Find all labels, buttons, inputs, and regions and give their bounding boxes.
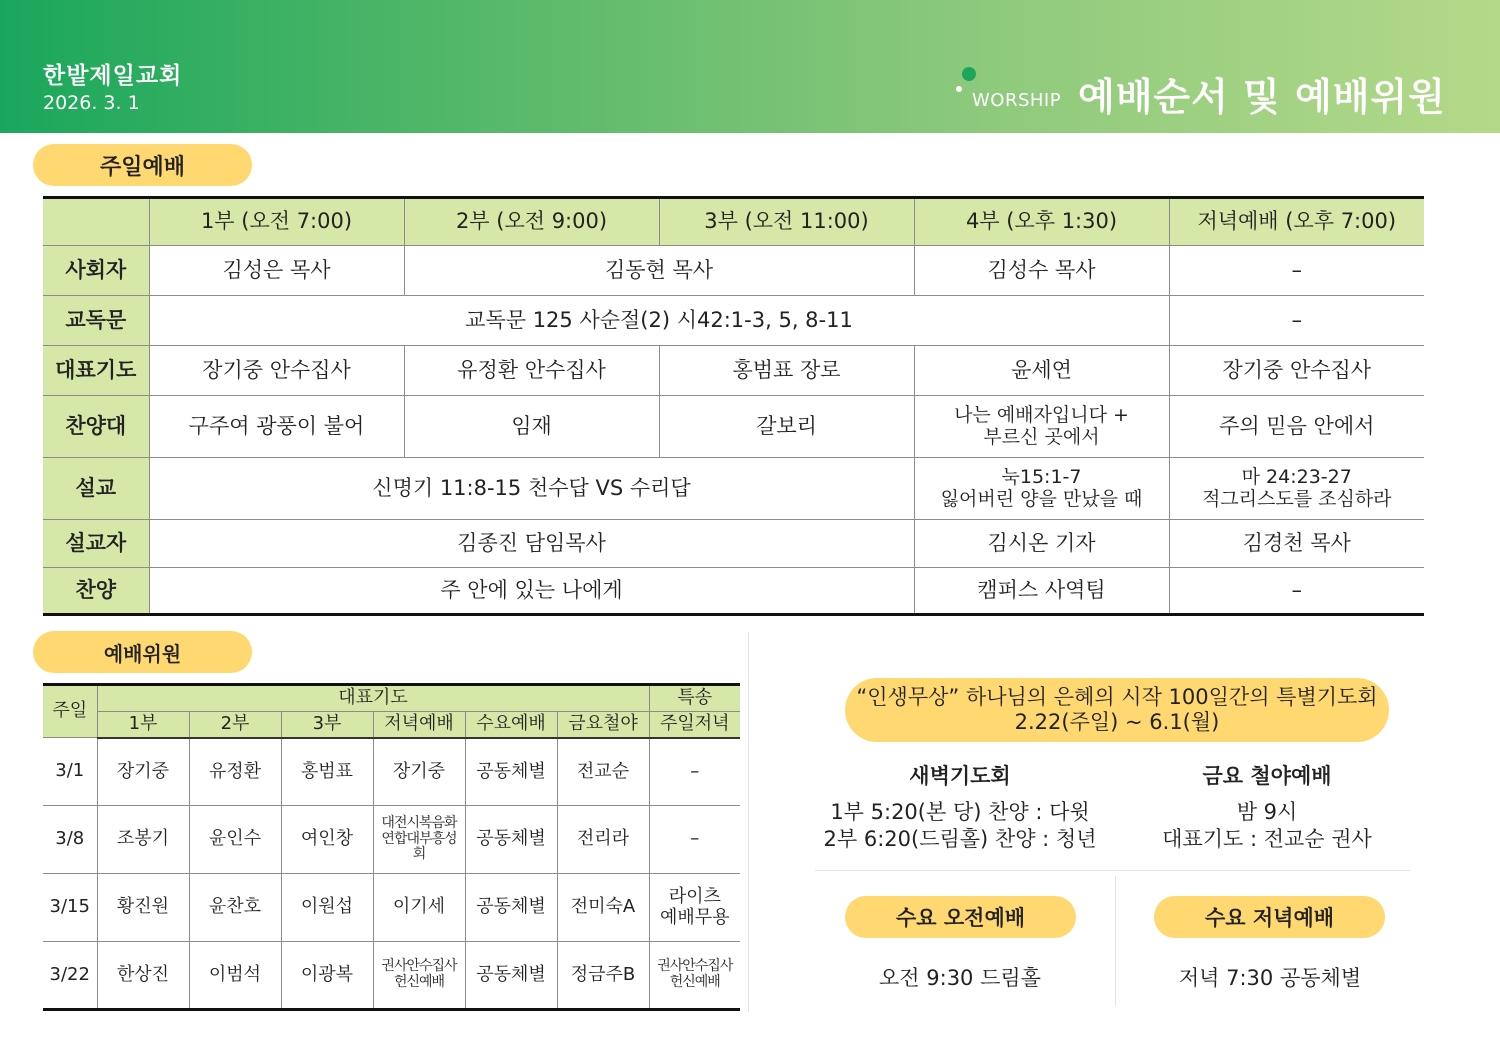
table-cell: 장기중 안수집사 bbox=[149, 346, 404, 396]
friday-prayer-line: 대표기도 : 전교순 권사 bbox=[1162, 827, 1372, 851]
table-cell: 김시온 기자 bbox=[914, 520, 1169, 568]
table-cell: 홍범표 장로 bbox=[659, 346, 914, 396]
worship-staff-table bbox=[43, 683, 740, 1011]
table-cell bbox=[1169, 458, 1424, 520]
column-header: 특송 bbox=[649, 685, 740, 712]
cell-line: 마 24:23-27 bbox=[1241, 466, 1352, 489]
special-prayer-period: 2.22(주일) ~ 6.1(월) bbox=[1014, 710, 1220, 734]
table-row bbox=[43, 874, 740, 942]
dawn-prayer-line: 2부 6:20(드림홀) 찬양 : 청년 bbox=[823, 827, 1097, 851]
table-cell: 갈보리 bbox=[659, 396, 914, 458]
table-cell: 공동체별 bbox=[465, 806, 557, 874]
table-cell bbox=[649, 874, 740, 942]
table-cell: 홍범표 bbox=[281, 738, 373, 806]
wed-evening-info: 저녁 7:30 공동체별 bbox=[1178, 966, 1362, 990]
column-header: 주일 bbox=[43, 685, 97, 738]
cell-line: 헌신예배 bbox=[393, 974, 445, 990]
table-cell: – bbox=[649, 806, 740, 874]
sunday-worship-label: 주일예배 bbox=[33, 144, 252, 186]
column-header: 주일저녁 bbox=[649, 712, 740, 738]
table-cell: 한상진 bbox=[97, 942, 189, 1010]
table-cell: 유정환 bbox=[189, 738, 281, 806]
dawn-prayer-line: 1부 5:20(본 당) 찬양 : 다윗 bbox=[830, 800, 1090, 824]
table-cell: 장기중 안수집사 bbox=[1169, 346, 1424, 396]
special-prayer-banner bbox=[845, 678, 1389, 742]
column-header: 저녁예배 (오후 7:00) bbox=[1169, 198, 1424, 246]
cell-line: 연합대부흥성회 bbox=[381, 830, 457, 863]
table-cell: – bbox=[649, 738, 740, 806]
cell-line: 예배무용 bbox=[660, 906, 730, 928]
column-header: 3부 (오전 11:00) bbox=[659, 198, 914, 246]
date-cell: 3/1 bbox=[43, 738, 97, 806]
table-row bbox=[43, 396, 1424, 458]
table-cell: 공동체별 bbox=[465, 874, 557, 942]
section-title: 예배순서 및 예배위원 bbox=[1078, 75, 1446, 119]
table-cell: 여인창 bbox=[281, 806, 373, 874]
table-cell: 이원섭 bbox=[281, 874, 373, 942]
date-cell: 3/22 bbox=[43, 942, 97, 1010]
table-cell: 김성은 목사 bbox=[149, 246, 404, 296]
church-name: 한밭제일교회 bbox=[43, 63, 183, 89]
table-cell: 교독문 125 사순절(2) 시42:1-3, 5, 8-11 bbox=[149, 296, 1169, 346]
wed-morning-label: 수요 오전예배 bbox=[845, 896, 1076, 938]
corner-cell bbox=[43, 198, 149, 246]
row-header: 찬양대 bbox=[43, 396, 149, 458]
column-header: 2부 (오전 9:00) bbox=[404, 198, 659, 246]
table-cell: 황진원 bbox=[97, 874, 189, 942]
table-row bbox=[43, 520, 1424, 568]
table-cell: 전미숙A bbox=[557, 874, 649, 942]
dot-icon bbox=[962, 67, 976, 81]
table-cell: 구주여 광풍이 불어 bbox=[149, 396, 404, 458]
table-row bbox=[43, 296, 1424, 346]
vertical-divider bbox=[1115, 876, 1116, 1006]
column-header: 4부 (오후 1:30) bbox=[914, 198, 1169, 246]
table-cell: 이광복 bbox=[281, 942, 373, 1010]
column-header: 저녁예배 bbox=[373, 712, 465, 738]
sunday-worship-table bbox=[43, 196, 1424, 616]
column-header: 수요예배 bbox=[465, 712, 557, 738]
table-cell: 주의 믿음 안에서 bbox=[1169, 396, 1424, 458]
table-row bbox=[43, 738, 740, 806]
date-cell: 3/15 bbox=[43, 874, 97, 942]
cell-line: 대전시복음화 bbox=[381, 814, 457, 831]
table-row bbox=[43, 942, 740, 1010]
cell-line: 눅15:1-7 bbox=[1001, 466, 1082, 489]
row-header: 설교자 bbox=[43, 520, 149, 568]
cell-line: 나는 예배자입니다 + bbox=[954, 404, 1129, 427]
column-header: 1부 (오전 7:00) bbox=[149, 198, 404, 246]
table-cell: 이범석 bbox=[189, 942, 281, 1010]
table-cell: 정금주B bbox=[557, 942, 649, 1010]
table-cell: 유정환 안수집사 bbox=[404, 346, 659, 396]
table-cell: 김경천 목사 bbox=[1169, 520, 1424, 568]
table-row bbox=[43, 246, 1424, 296]
row-header: 대표기도 bbox=[43, 346, 149, 396]
cell-line: 라이츠 bbox=[668, 886, 721, 908]
cell-line: 부르신 곳에서 bbox=[983, 425, 1100, 448]
friday-prayer-line: 밤 9시 bbox=[1236, 800, 1298, 824]
table-cell: 조봉기 bbox=[97, 806, 189, 874]
table-cell: 임재 bbox=[404, 396, 659, 458]
table-cell: 이기세 bbox=[373, 874, 465, 942]
row-header: 찬양 bbox=[43, 568, 149, 615]
row-header: 사회자 bbox=[43, 246, 149, 296]
table-cell bbox=[373, 942, 465, 1010]
table-header-row bbox=[43, 712, 740, 738]
table-cell: 윤인수 bbox=[189, 806, 281, 874]
table-cell: 캠퍼스 사역팀 bbox=[914, 568, 1169, 615]
friday-prayer-title: 금요 철야예배 bbox=[1202, 764, 1332, 788]
table-cell: 주 안에 있는 나에게 bbox=[149, 568, 914, 615]
wed-morning-info: 오전 9:30 드림홀 bbox=[879, 966, 1041, 990]
table-cell: 공동체별 bbox=[465, 738, 557, 806]
special-prayer-title: “인생무상” 하나님의 은혜의 시작 100일간의 특별기도회 bbox=[856, 684, 1378, 709]
table-cell: – bbox=[1169, 568, 1424, 615]
table-cell: – bbox=[1169, 296, 1424, 346]
date-cell: 3/8 bbox=[43, 806, 97, 874]
bulletin-date: 2026. 3. 1 bbox=[43, 92, 140, 114]
table-cell bbox=[914, 458, 1169, 520]
column-header: 금요철야 bbox=[557, 712, 649, 738]
table-header-row bbox=[43, 198, 1424, 246]
table-cell: 공동체별 bbox=[465, 942, 557, 1010]
dawn-prayer-title: 새벽기도회 bbox=[909, 764, 1011, 788]
cell-line: 헌신예배 bbox=[669, 974, 720, 990]
table-cell: 신명기 11:8-15 천수답 VS 수리답 bbox=[149, 458, 914, 520]
column-header: 대표기도 bbox=[97, 685, 649, 712]
wed-evening-label: 수요 저녁예배 bbox=[1154, 896, 1385, 938]
table-cell: 전교순 bbox=[557, 738, 649, 806]
table-cell: – bbox=[1169, 246, 1424, 296]
table-cell: 김성수 목사 bbox=[914, 246, 1169, 296]
cell-line: 적그리스도를 조심하라 bbox=[1201, 487, 1392, 510]
horizontal-divider bbox=[815, 870, 1410, 871]
cell-line: 권사안수집사 bbox=[657, 958, 733, 975]
dot-small-icon bbox=[956, 86, 962, 92]
table-cell: 윤세연 bbox=[914, 346, 1169, 396]
table-cell: 김동현 목사 bbox=[404, 246, 914, 296]
section-title-en: WORSHIP bbox=[972, 90, 1062, 111]
row-header: 교독문 bbox=[43, 296, 149, 346]
table-row bbox=[43, 346, 1424, 396]
table-cell bbox=[649, 942, 740, 1010]
cell-line: 잃어버린 양을 만났을 때 bbox=[940, 487, 1143, 510]
column-header: 1부 bbox=[97, 712, 189, 738]
table-row bbox=[43, 806, 740, 874]
vertical-divider bbox=[748, 632, 749, 1012]
column-header: 3부 bbox=[281, 712, 373, 738]
table-cell: 윤찬호 bbox=[189, 874, 281, 942]
table-cell: 김종진 담임목사 bbox=[149, 520, 914, 568]
cell-line: 권사안수집사 bbox=[381, 958, 457, 975]
table-cell: 장기중 bbox=[373, 738, 465, 806]
table-cell: 전리라 bbox=[557, 806, 649, 874]
table-row bbox=[43, 568, 1424, 615]
table-header-row bbox=[43, 685, 740, 712]
table-row bbox=[43, 458, 1424, 520]
table-cell bbox=[914, 396, 1169, 458]
column-header: 2부 bbox=[189, 712, 281, 738]
table-cell: 장기중 bbox=[97, 738, 189, 806]
worship-staff-label: 예배위원 bbox=[33, 631, 252, 673]
row-header: 설교 bbox=[43, 458, 149, 520]
table-cell bbox=[373, 806, 465, 874]
